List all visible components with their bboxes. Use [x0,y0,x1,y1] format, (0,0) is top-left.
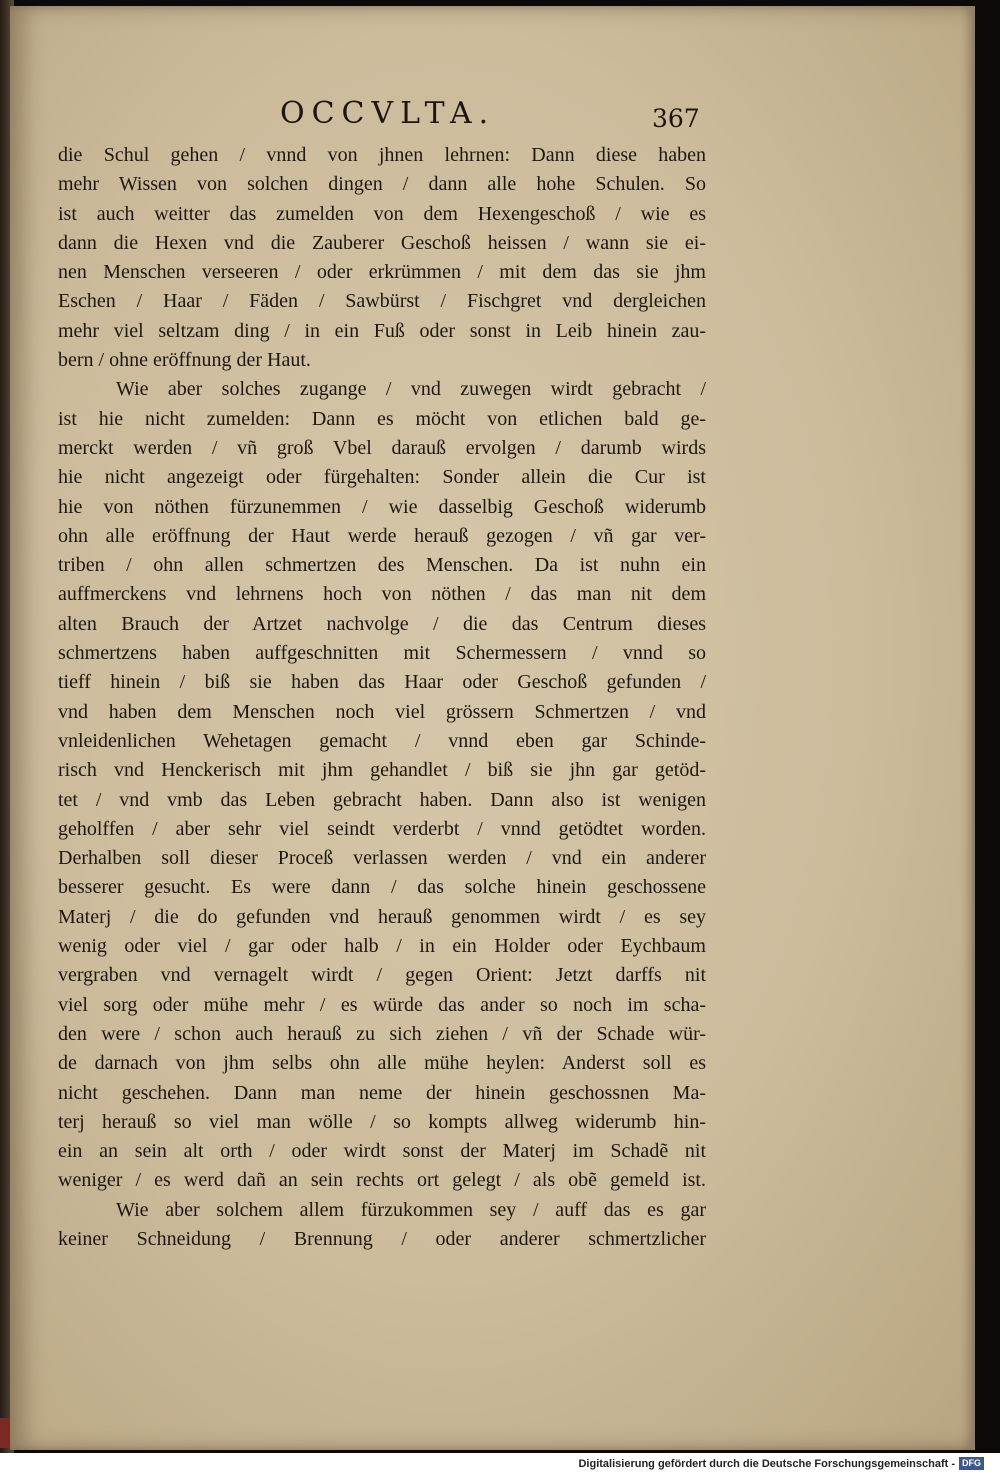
text-line: Wie aber solches zugange / vnd zuwegen wirdt gebracht / [116,378,706,401]
text-line: terj herauß so viel man wölle / so kompts allweg widerumb hin- [58,1110,706,1133]
text-line: alten Brauch der Artzet nachvolge / die das Centrum dieses [58,612,706,635]
text-line: merckt werden / vñ groß Vbel darauß ervolgen / darumb wirds [58,436,706,459]
text-line: Materj / die do gefunden vnd herauß genommen wirdt / es sey [58,905,706,928]
text-line: triben / ohn allen schmertzen des Menschen. Da ist nuhn ein [58,554,706,577]
text-line: hie von nöthen fürzunemmen / wie dasselbig Geschoß widerumb [58,495,706,518]
text-line: auffmerckens vnd lehrnens hoch von nöthen / das man nit dem [58,583,706,606]
text-line: die Schul gehen / vnnd von jhnen lehrnen: Dann diese haben [58,144,706,166]
footer-text: Digitalisierung gefördert durch die Deutsche Forschungsgemeinschaft - [578,1457,955,1470]
text-line: geholffen / aber sehr viel seindt verderbt / vnnd getödtet worden. [58,817,706,840]
text-line: Wie aber solchem allem fürzukommen sey / auff das es gar [116,1198,706,1221]
text-line: viel sorg oder mühe mehr / es würde das ander so noch im scha- [58,993,706,1016]
text-line: dann die Hexen vnd die Zauberer Geschoß heissen / wann sie ei- [58,231,706,254]
text-line: ein an sein alt orth / oder wirdt sonst der Materj im Schadẽ nit [58,1140,706,1163]
text-line: tet / vnd vmb das Leben gebracht haben. Dann also ist wenigen [58,788,706,811]
text-line: wenig oder viel / gar oder halb / in ein Holder oder Eychbaum [58,935,706,958]
text-line: Derhalben soll dieser Proceß verlassen werden / vnd ein anderer [58,847,706,870]
text-line: risch vnd Henckerisch mit jhm gehandlet / biß sie jhn gar getöd- [58,759,706,782]
text-line: Eschen / Haar / Fäden / Sawbürst / Fischgret vnd dergleichen [58,290,706,313]
text-line: schmertzens haben auffgeschnitten mit Schermessern / vnnd so [58,642,706,665]
text-line: vnleidenlichen Wehetagen gemacht / vnnd eben gar Schinde- [58,729,706,752]
text-line: nen Menschen verseeren / oder erkrümmen / mit dem das sie jhm [58,261,706,284]
funding-footer [578,1457,984,1470]
text-line: besserer gesucht. Es were dann / das solche hinein geschossene [58,876,706,899]
text-line: ist auch weitter das zumelden von dem Hexengeschoß / wie es [58,202,706,225]
text-line: mehr viel seltzam ding / in ein Fuß oder sonst in Leib hinein zau- [58,319,706,342]
running-head: OCCVLTA. [280,96,496,131]
page-text [58,141,706,1254]
text-line: mehr Wissen von solchen dingen / dann alle hohe Schulen. So [58,173,706,196]
text-line: ohn alle eröffnung der Haut werde herauß gezogen / vñ gar ver- [58,524,706,547]
text-line: keiner Schneidung / Brennung / oder anderer schmertzlicher [58,1227,706,1250]
text-line: bern / ohne eröffnung der Haut. [58,349,311,372]
text-line: vnd haben dem Menschen noch viel grössern Schmertzen / vnd [58,700,706,723]
text-line: tieff hinein / biß sie haben das Haar oder Geschoß gefunden / [58,671,706,694]
text-line: den were / schon auch herauß zu sich ziehen / vñ der Schade wür- [58,1022,706,1045]
text-line: nicht geschehen. Dann man neme der hinein geschossnen Ma- [58,1081,706,1104]
text-line: vergraben vnd vernagelt wirdt / gegen Orient: Jetzt darffs nit [58,964,706,987]
text-line: de darnach von jhm selbs ohn alle mühe heylen: Anderst soll es [58,1052,706,1075]
page-edge [972,6,975,1450]
dfg-logo: DFG [959,1457,984,1470]
text-line: weniger / es werd dañ an sein rechts ort gelegt / als obẽ gemeld ist. [58,1169,706,1192]
text-line: ist hie nicht zumelden: Dann es möcht von etlichen bald ge- [58,407,706,430]
text-line: hie nicht angezeigt oder fürgehalten: Sonder allein die Cur ist [58,466,706,489]
page-number: 367 [652,104,700,133]
